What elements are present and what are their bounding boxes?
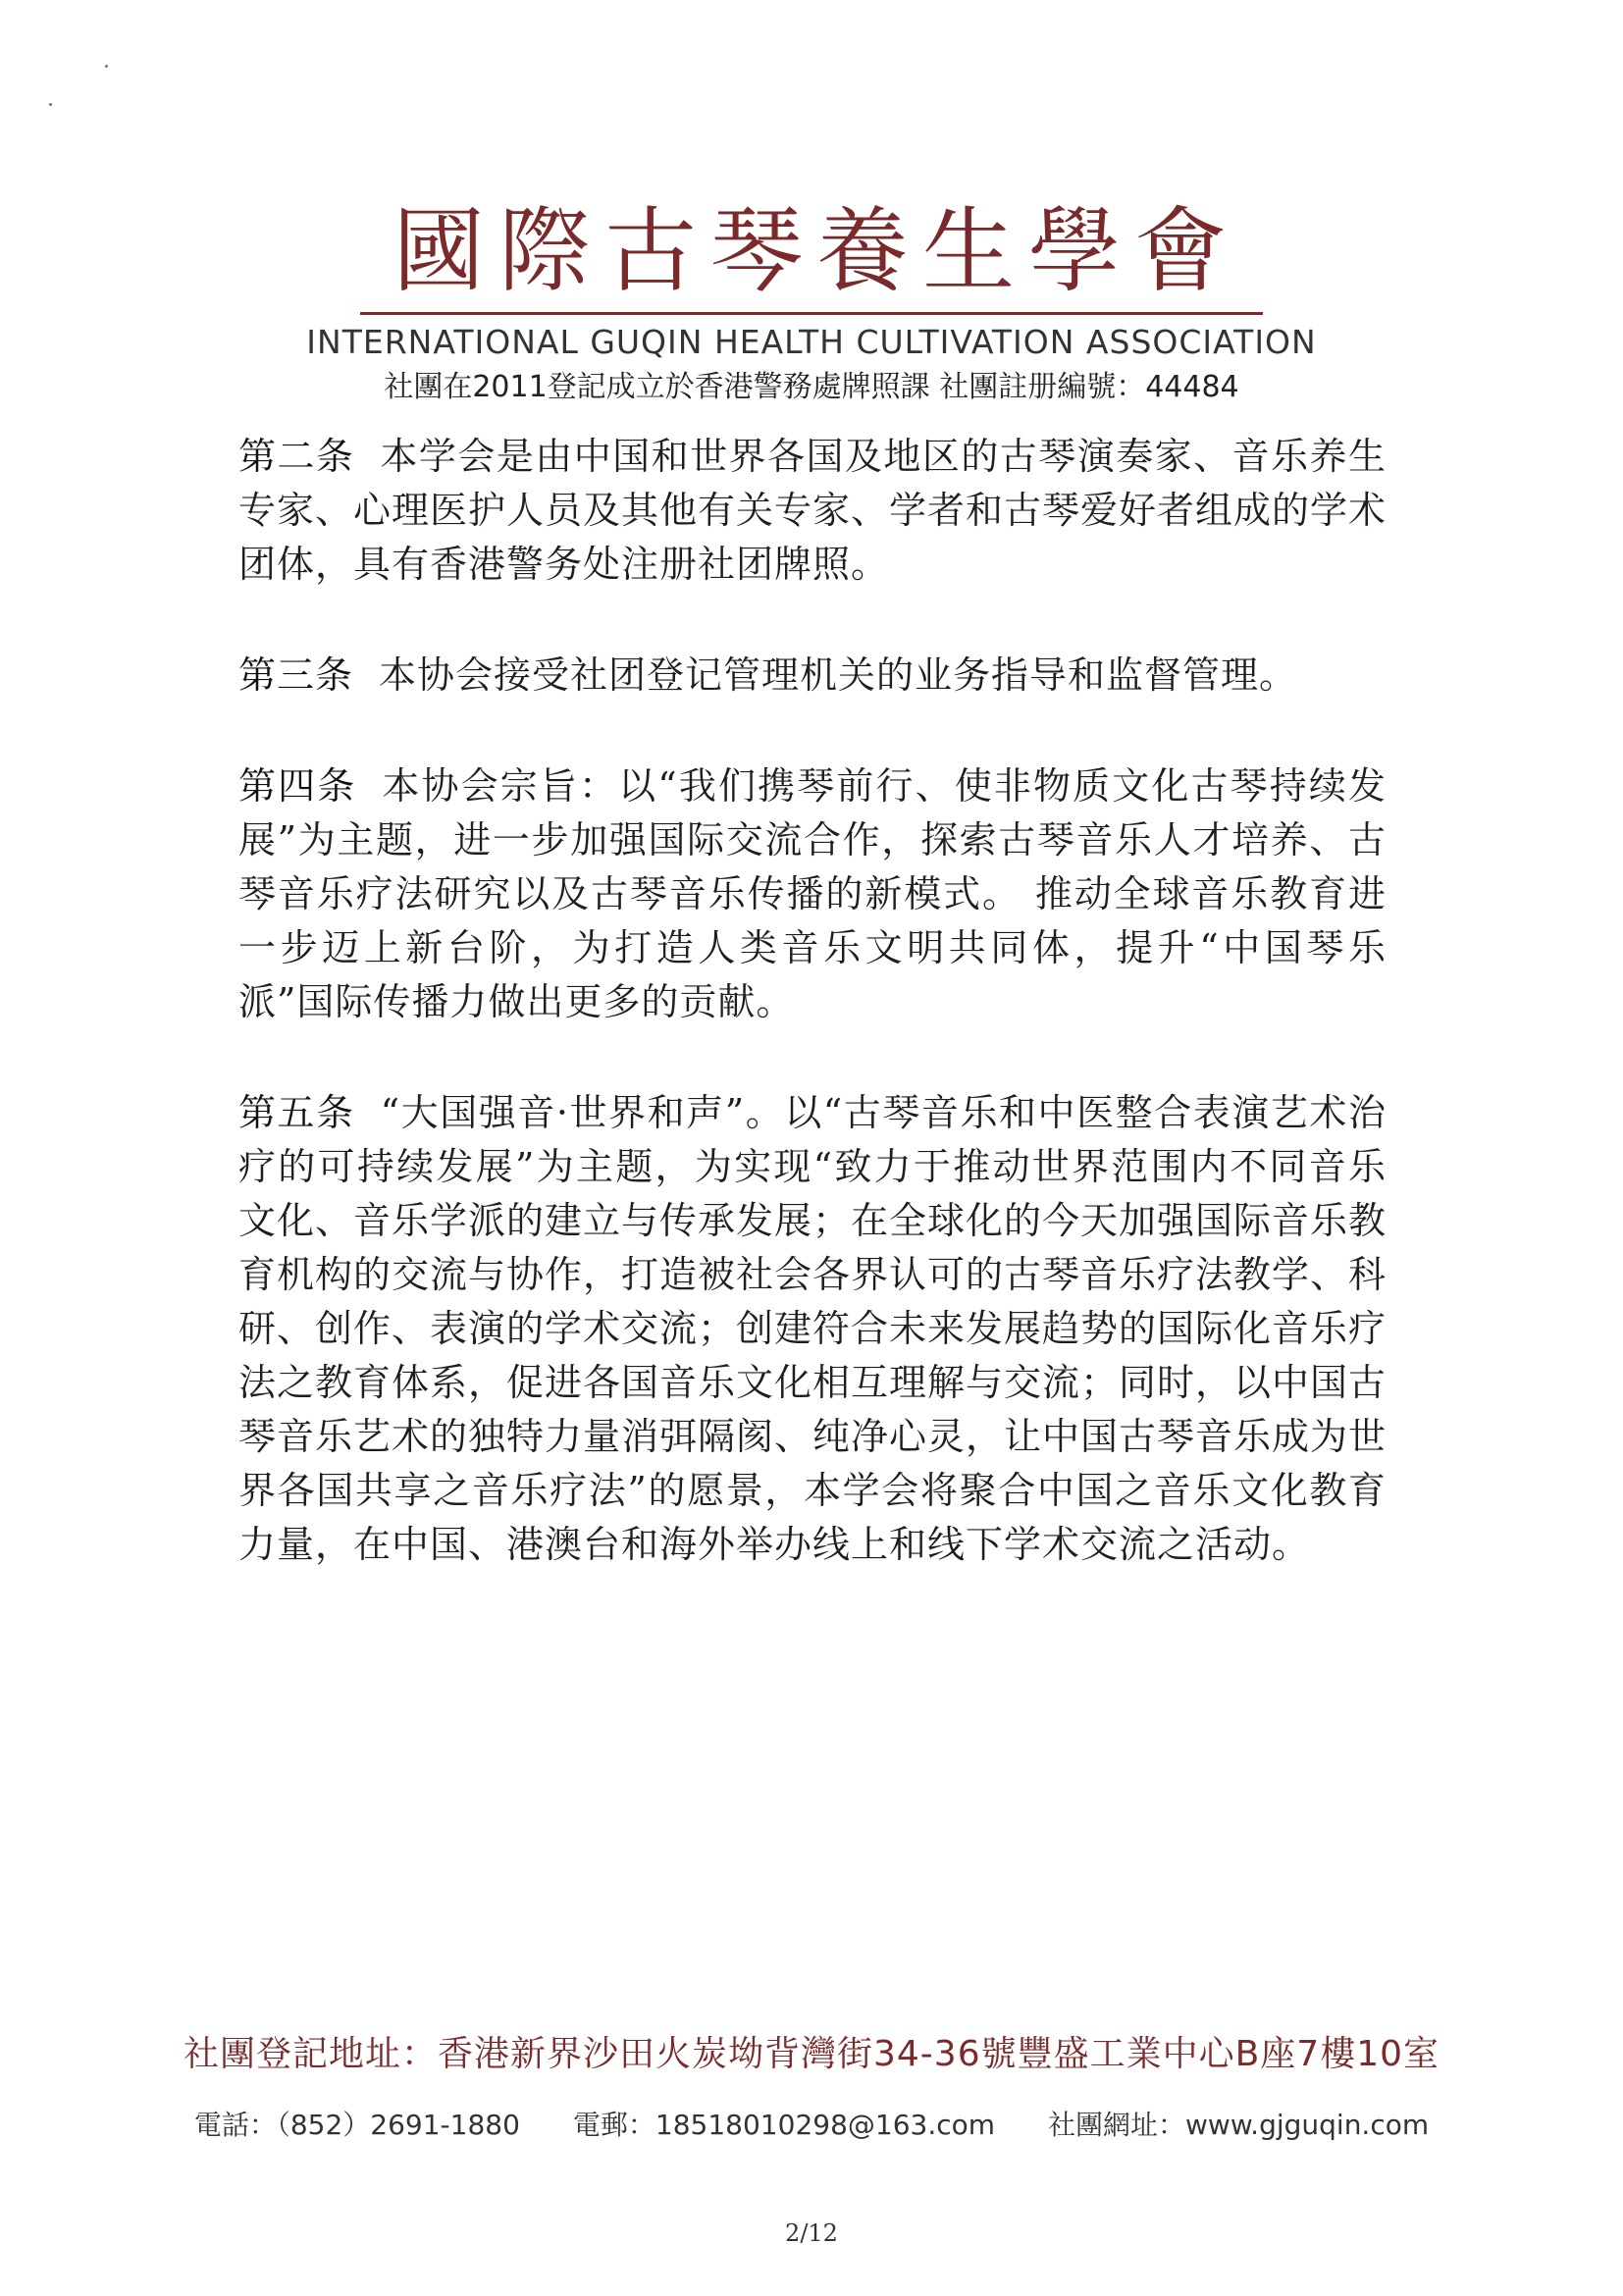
scan-speck bbox=[105, 65, 108, 68]
letterhead-rule bbox=[360, 312, 1263, 315]
footer-website: 社團網址：www.gjguqin.com bbox=[1048, 2109, 1430, 2141]
article-3 bbox=[238, 649, 1387, 703]
article-5 bbox=[238, 1086, 1387, 1572]
letterhead-title-en: INTERNATIONAL GUQIN HEALTH CULTIVATION ASSOCIATION bbox=[306, 323, 1317, 362]
article-text: “大国强音·世界和声”。以“古琴音乐和中医整合表演艺术治疗的可持续发展”为主题，为实现“致力于推动世界范围内不同音乐文化、音乐学派的建立与传承发展；在全球化的今天加强国际音乐教育机构的交流与协作，打造被社会各界认可的古琴音乐疗法教学、科研、创作、表演的学术交流；创建符合未来发展趋势的国际化音乐疗法之教育体系，促进各国音乐文化相互理解与交流；同时，以中国古琴音乐艺术的独特力量消弭隔阂、纯净心灵，让中国古琴音乐成为世界各国共享之音乐疗法”的愿景，本学会将聚合中国之音乐文化教育力量，在中国、港澳台和海外举办线上和线下学术交流之活动。 bbox=[238, 1091, 1387, 1566]
footer-email: 電郵：18518010298@163.com bbox=[572, 2109, 996, 2141]
article-label: 第四条 bbox=[238, 764, 357, 808]
page-number: 2/12 bbox=[785, 2219, 838, 2247]
letterhead-footer bbox=[0, 2026, 1623, 2143]
article-label: 第二条 bbox=[238, 435, 355, 478]
article-text: 本学会是由中国和世界各国及地区的古琴演奏家、音乐养生专家、心理医护人员及其他有关专家、学者和古琴爱好者组成的学术团体，具有香港警务处注册社团牌照。 bbox=[238, 435, 1387, 586]
scan-speck bbox=[49, 103, 52, 106]
article-label: 第三条 bbox=[238, 653, 354, 697]
footer-contact-row bbox=[0, 2104, 1623, 2143]
footer-phone: 電話：（852）2691-1880 bbox=[193, 2109, 520, 2141]
letterhead bbox=[0, 198, 1623, 405]
article-text: 本协会接受社团登记管理机关的业务指导和监督管理。 bbox=[379, 653, 1298, 697]
articles-body bbox=[238, 430, 1387, 1629]
article-label: 第五条 bbox=[238, 1091, 355, 1134]
letterhead-title-zh: 國際古琴養生學會 bbox=[392, 198, 1240, 305]
registration-line: 社團在2011登記成立於香港警務處牌照課 社團註册編號：44484 bbox=[384, 369, 1239, 404]
article-2 bbox=[238, 430, 1387, 592]
article-text: 本协会宗旨：以“我们携琴前行、使非物质文化古琴持续发展”为主题，进一步加强国际交流合作，探索古琴音乐人才培养、古琴音乐疗法研究以及古琴音乐传播的新模式。 推动全球音乐教育进一步迈上新台阶，为打造人类音乐文明共同体，提升“中国琴乐派”国际传播力做出更多的贡献。 bbox=[238, 764, 1387, 1023]
article-4 bbox=[238, 759, 1387, 1029]
footer-address: 社團登記地址：香港新界沙田火炭坳背灣街34-36號豐盛工業中心B座7樓10室 bbox=[183, 2034, 1440, 2074]
